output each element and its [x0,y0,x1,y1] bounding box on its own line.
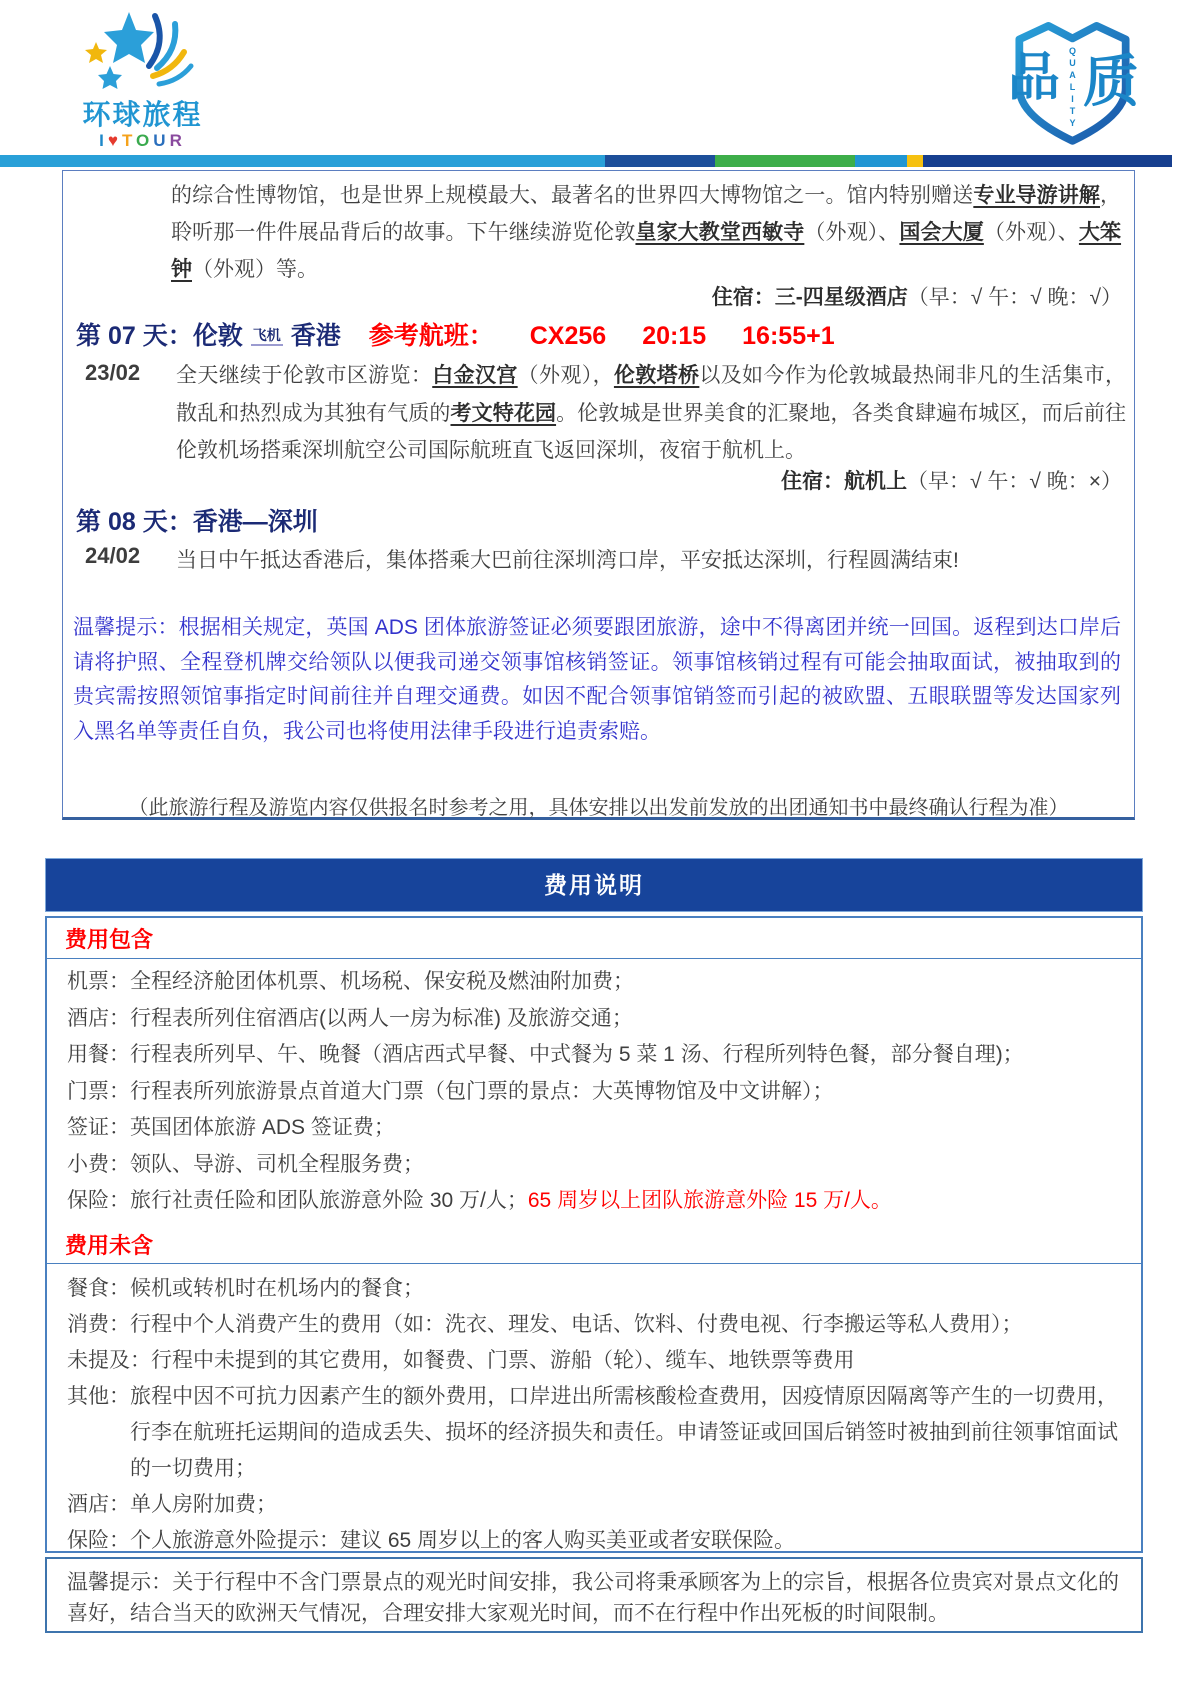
stay-value: 航机上 [844,470,908,493]
flight-departure-time: 20:15 [642,322,707,350]
day7-to-city: 香港 [290,322,341,350]
fee-included-item-meals: 用餐：行程表所列早、午、晚餐（酒店西式早餐、中式餐为 5 菜 1 汤、行程所列特色餐，部分餐自理)； [67,1043,1024,1066]
stay-value: 三-四星级酒店 [774,286,908,309]
fee-included-item-visa: 签证：英国团体旅游 ADS 签证费； [67,1116,395,1139]
fee-included-item-tickets: 门票：行程表所列旅游景点首道大门票（包门票的景点：大英博物馆及中文讲解）； [67,1079,834,1103]
brand-logo [50,4,235,152]
fee-excluded-item-other: 其他：旅程中因不可抗力因素产生的额外费用，口岸进出所需核酸检查费用，因疫情原因隔离等产生的一切费用，行李在航班托运期间的造成丢失、损坏的经济损失和责任。申请签证或回国后销签时被抽到前往领事馆面试的一切费用； [67,1384,1118,1480]
day6-description: 的综合性博物馆，也是世界上规模最大、最著名的世界四大博物馆之一。馆内特别赠送专业导游讲解，聆听那一件件展品背后的故事。下午继续游览伦敦皇家大教堂西敏寺（外观）、国会大厦（外观）、大笨钟（外观）等。 [171,184,1122,281]
fee-included-list [47,959,1141,1226]
itinerary-box [62,170,1135,820]
day7-label: 第 07 天： [76,322,193,350]
brand-name-en: I♥TOUR [99,131,186,150]
flight-number: CX256 [529,322,607,350]
disclaimer: （此旅游行程及游览内容仅供报名时参考之用，具体安排以出发前发放的出团通知书中最终确认行程为准） [128,797,1069,819]
stay-meals: （早：√ 午：√ 晚：×） [907,470,1122,493]
fee-excluded-item-unmentioned: 未提及：行程中未提到的其它费用，如餐费、门票、游船（轮）、缆车、地铁票等费用 [67,1348,855,1372]
notice-box [45,1557,1143,1633]
fee-excluded-item-food: 餐食：候机或转机时在机场内的餐食； [67,1276,424,1300]
quality-char-left: 品 [1008,49,1061,107]
brand-name-cn: 环球旅程 [82,99,203,130]
quality-vertical-label: QUALITY [1067,46,1078,130]
stay-label: 住宿： [711,286,775,309]
fee-excluded-item-personal: 消费：行程中个人消费产生的费用（如：洗衣、理发、电话、饮料、付费电视、行李搬运等私人费用）； [67,1312,1023,1336]
quality-char-right: 质 [1083,50,1139,113]
divider-bar [0,155,1190,167]
flight-label: 参考航班： [368,322,494,350]
day8-heading: 第 08 天：香港—深圳 [76,508,318,536]
fee-excluded-list [47,1264,1141,1565]
stay-info-day6 [712,286,1122,310]
fee-included-item-hotel: 酒店：行程表所列住宿酒店(以两人一房为标准) 及旅游交通； [67,1006,633,1030]
day8-date: 24/02 [85,543,141,568]
fee-excluded-header: 费用未含 [47,1226,1141,1264]
fee-excluded-item-hotel: 酒店：单人房附加费； [67,1492,277,1516]
visa-notice: 温馨提示：根据相关规定，英国 ADS 团体旅游签证必须要跟团旅游，途中不得离团并统一回国。返程到达口岸后请将护照、全程登机牌交给领队以便我司递交领事馆核销签证。领事馆核销过程有可能会抽取面试，被抽取到的贵宾需按照领馆事指定时间前往并自理交通费。如因不配合领事馆销签而引起的被欧盟、五眼联盟等发达国家列入黑名单等责任自负，我公司也将使用法律手段进行追责索赔。 [73,616,1121,743]
day8-description: 当日中午抵达香港后，集体搭乘大巴前往深圳湾口岸，平安抵达深圳，行程圆满结束! [176,549,959,572]
fee-excluded-item-insurance: 保险：个人旅游意外险提示：建议 65 周岁以上的客人购买美亚或者安联保险。 [67,1528,796,1552]
fee-included-item-flight: 机票：全程经济舱团体机票、机场税、保安税及燃油附加费； [67,970,634,993]
quality-badge [1000,6,1145,152]
schedule-tip: 温馨提示：关于行程中不含门票景点的观光时间安排，我公司将秉承顾客为上的宗旨，根据各位贵宾对景点文化的喜好，结合当天的欧洲天气情况，合理安排大家观光时间，而不在行程中作出死板的时间限制。 [67,1571,1119,1625]
stay-label: 住宿： [781,470,845,493]
stay-meals: （早：√ 午：√ 晚：√） [907,286,1122,309]
day7-from-city: 伦敦 [192,322,243,350]
flight-reference [369,322,835,350]
flight-arrival-time: 16:55+1 [742,322,835,350]
fee-section-title: 费用说明 [45,858,1143,912]
stay-info-day7 [781,470,1122,494]
fee-included-header: 费用包含 [47,918,1141,959]
day7-date: 23/02 [85,360,141,385]
day7-description: 全天继续于伦敦市区游览：白金汉宫（外观），伦敦塔桥以及如今作为伦敦城最热闹非凡的生活集市，散乱和热烈成为其独有气质的考文特花园。伦敦城是世界美食的汇聚地，各类食肆遍布城区，而后前往伦敦机场搭乘深圳航空公司国际航班直飞返回深圳，夜宿于航机上。 [176,364,1127,462]
plane-label: 飞机 [251,327,283,346]
fee-included-item-tips: 小费：领队、导游、司机全程服务费； [67,1152,424,1176]
stars-icon [83,4,203,100]
fee-included-item-insurance: 保险：旅行社责任险和团队旅游意外险 30 万/人；65 周岁以上团队旅游意外险 15 万/人。 [67,1189,892,1212]
day7-heading [76,316,835,352]
fee-box [45,916,1143,1553]
